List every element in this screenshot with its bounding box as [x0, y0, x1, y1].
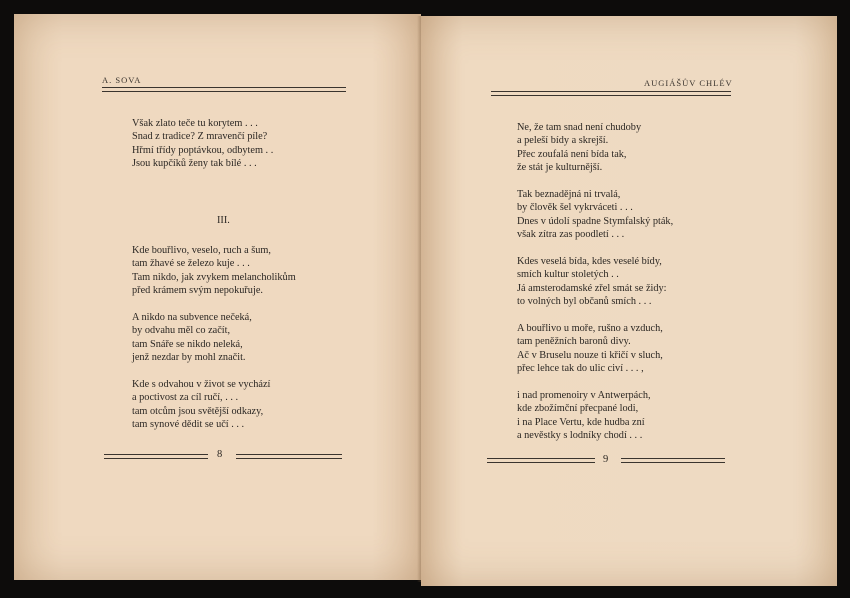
verse-line: Však zlato teče tu korytem . . .	[132, 118, 258, 129]
verse-line: přec lehce tak do ulic civí . . . ,	[517, 363, 644, 375]
verse-line: i nad promenoiry v Antwerpách,	[517, 390, 651, 402]
right-page	[421, 16, 837, 586]
verse-line: Tam nikdo, jak zvykem melancholikům	[132, 271, 296, 283]
footer-rule-left-b	[236, 454, 342, 459]
verse-line: tam žhavé se železo kuje . . .	[132, 258, 250, 270]
verse-line: tam otcům jsou světější odkazy,	[132, 405, 264, 417]
stanza	[517, 389, 673, 443]
verse-line: jenž nezdar by mohl značit.	[132, 352, 246, 364]
verse-line: smích kultur stoletých . .	[517, 269, 619, 281]
poem-stanza-opening	[132, 117, 273, 171]
stanza	[517, 255, 673, 309]
poem-right	[517, 121, 673, 456]
verse-line: Kdes veselá bída, kdes veselé bídy,	[517, 256, 662, 268]
verse-line: a nevěstky s lodníky chodí . . .	[517, 430, 643, 442]
verse-line: tam peněžních baronů divy.	[517, 336, 631, 348]
stanza	[132, 311, 296, 365]
footer-rule-right-b	[621, 458, 725, 463]
left-page	[14, 14, 421, 580]
verse-line: Hřmí třídy poptávkou, odbytem . .	[132, 144, 274, 156]
stanza	[132, 244, 296, 298]
verse-line: tam synové dědit se učí . . .	[132, 419, 245, 431]
verse-line: Ne, že tam snad není chudoby	[517, 122, 642, 133]
page-number-right: 9	[603, 454, 609, 465]
verse-line: Ač v Bruselu nouze ti křičí v sluch,	[517, 349, 663, 361]
header-rule-right	[491, 91, 731, 96]
stanza	[517, 322, 673, 376]
verse-line: Tak beznadějná ni trvalá,	[517, 189, 621, 201]
verse-line: však zítra zas poodletí . . .	[517, 229, 625, 241]
verse-line: před krámem svým nepokuřuje.	[132, 285, 263, 297]
verse-line: a poctivost za cíl ručí, . . .	[132, 392, 239, 404]
running-head-left: A. SOVA	[102, 75, 142, 85]
verse-line: že stát je kulturnější.	[517, 162, 603, 174]
header-rule-left	[102, 87, 346, 92]
verse-line: Kde s odvahou v život se vychází	[132, 379, 271, 391]
footer-rule-right-a	[487, 458, 595, 463]
verse-line: Já amsterodamské zřel smát se židy:	[517, 282, 667, 294]
verse-line: Přec zoufalá není bída tak,	[517, 148, 627, 160]
stanza	[132, 378, 296, 432]
verse-line: by člověk šel vykrváceti . . .	[517, 202, 633, 214]
section-number: III.	[217, 215, 230, 226]
verse-line: to volných byl občanů smích . . .	[517, 296, 652, 308]
verse-line: Kde bouřlivo, veselo, ruch a šum,	[132, 245, 271, 256]
verse-line: by odvahu měl co začít,	[132, 325, 231, 337]
verse-line: Snad z tradice? Z mravenčí píle?	[132, 131, 268, 143]
verse-line: Dnes v údolí spadne Stymfalský pták,	[517, 215, 674, 227]
running-head-right: AUGIÁŠŮV CHLÉV	[644, 78, 733, 88]
verse-line: kde zbožímční přecpané lodi,	[517, 403, 639, 415]
stanza	[517, 188, 673, 242]
verse-line: a peleší bídy a skrejší.	[517, 135, 609, 147]
verse-line: A bouřlivo u moře, rušno a vzduch,	[517, 323, 663, 335]
verse-line: tam Snáře se nikdo neleká,	[132, 338, 243, 350]
page-number-left: 8	[217, 449, 223, 460]
verse-line: i na Place Vertu, kde hudba zní	[517, 416, 645, 428]
poem-section-iii	[132, 244, 296, 445]
verse-line: Jsou kupčíků ženy tak bílé . . .	[132, 158, 257, 170]
stanza	[517, 121, 673, 175]
verse-line: A nikdo na subvence nečeká,	[132, 312, 252, 324]
footer-rule-left-a	[104, 454, 208, 459]
